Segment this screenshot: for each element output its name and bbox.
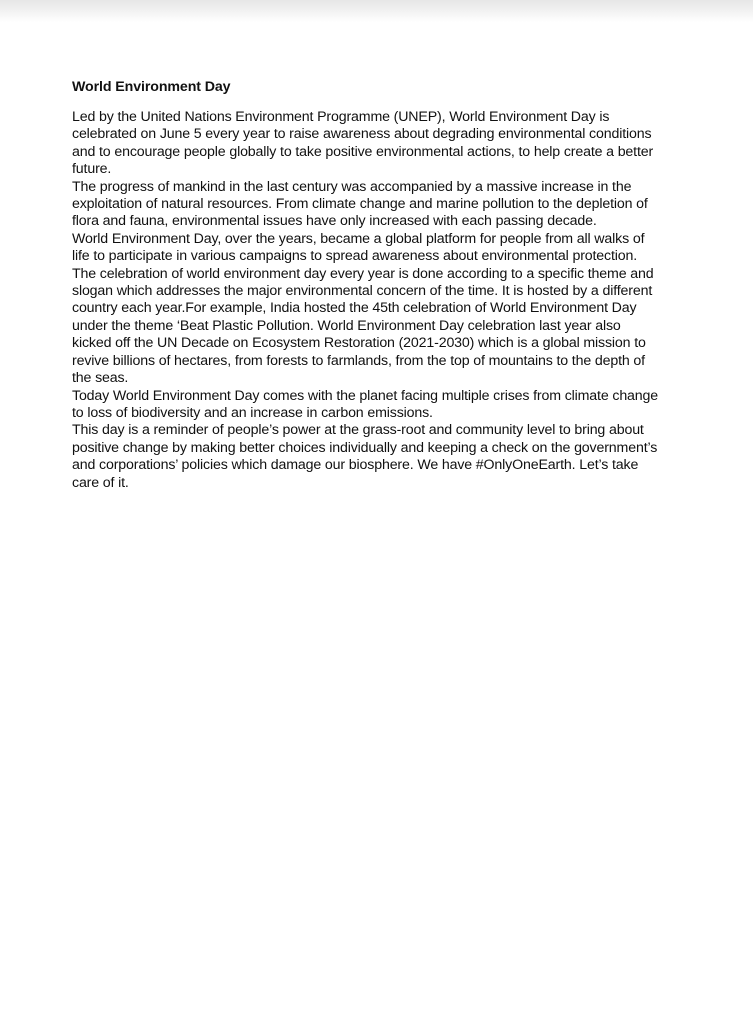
- text-line: slogan which addresses the major environmental concern of the time. It is hosted by a different: [72, 283, 653, 300]
- text-line: World Environment Day, over the years, became a global platform for people from all walks of: [72, 230, 645, 247]
- text-line: The progress of mankind in the last century was accompanied by a massive increase in the: [72, 178, 632, 195]
- text-line: The celebration of world environment day every year is done according to a specific theme and: [72, 265, 654, 282]
- paragraph-progress: [72, 179, 712, 231]
- text-line: to loss of biodiversity and an increase in carbon emissions.: [72, 404, 433, 421]
- text-line: Led by the United Nations Environment Programme (UNEP), World Environment Day is: [72, 109, 610, 125]
- text-line: future.: [72, 161, 112, 178]
- text-line: kicked off the UN Decade on Ecosystem Restoration (2021-2030) which is a global mission to: [72, 335, 646, 352]
- top-edge-shadow: [0, 0, 753, 22]
- text-line: life to participate in various campaigns to spread awareness about environmental protection.: [72, 248, 638, 265]
- text-line: country each year.For example, India hosted the 45th celebration of World Environment Day: [72, 300, 637, 317]
- text-line: flora and fauna, environmental issues have only increased with each passing decade.: [72, 213, 597, 230]
- text-line: positive change by making better choices individually and keeping a check on the government’s: [72, 439, 658, 456]
- paragraph-today: [72, 388, 712, 423]
- document-title: World Environment Day: [72, 79, 231, 95]
- paragraph-celebration: [72, 266, 712, 388]
- text-line: This day is a reminder of people’s power at the grass-root and community level to bring about: [72, 422, 644, 439]
- text-line: and to encourage people globally to take positive environmental actions, to help create a better: [72, 143, 654, 160]
- text-line: under the theme ‘Beat Plastic Pollution. World Environment Day celebration last year also: [72, 317, 621, 334]
- paragraph-platform: [72, 231, 712, 266]
- text-line: care of it.: [72, 474, 129, 491]
- text-line: revive billions of hectares, from forests to farmlands, from the top of mountains to the depth of: [72, 352, 645, 369]
- text-line: Today World Environment Day comes with the planet facing multiple crises from climate change: [72, 387, 659, 404]
- paragraph-reminder: [72, 422, 712, 492]
- text-line: the seas.: [72, 370, 129, 387]
- text-line: celebrated on June 5 every year to raise awareness about degrading environmental conditions: [72, 126, 652, 143]
- text-line: and corporations’ policies which damage our biosphere. We have #OnlyOneEarth. Let’s take: [72, 457, 639, 474]
- text-line: exploitation of natural resources. From climate change and marine pollution to the depletion of: [72, 196, 648, 213]
- paragraph-intro: [72, 109, 712, 179]
- document-page: [72, 78, 712, 492]
